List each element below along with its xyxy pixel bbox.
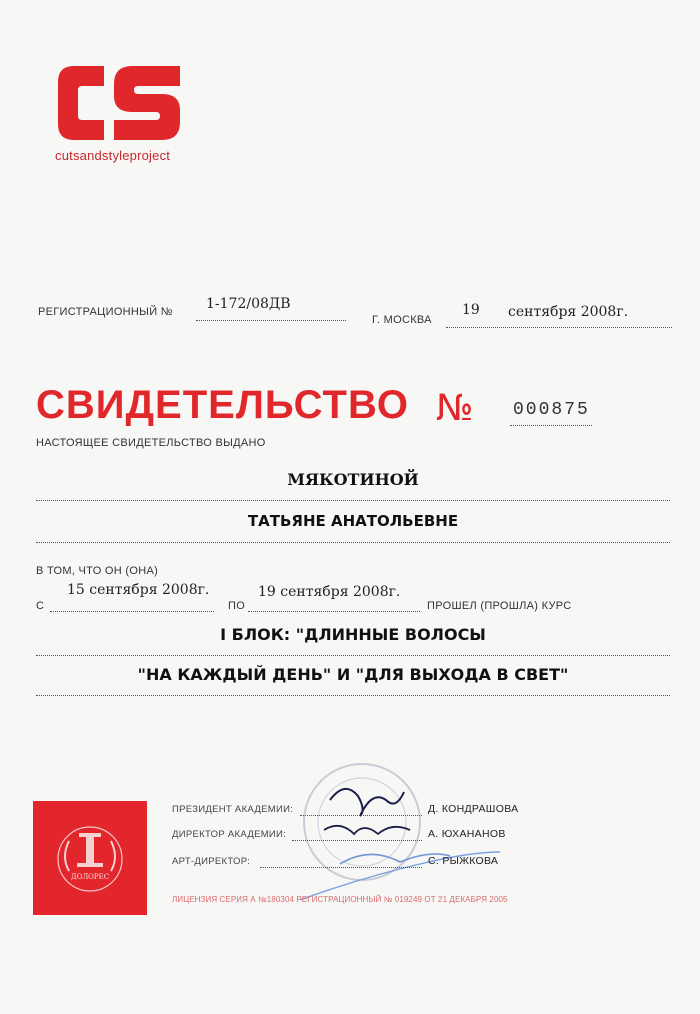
- reg-number: 1-172/08ДВ: [206, 296, 291, 312]
- sig-name-art-director: С. РЫЖКОВА: [428, 855, 499, 867]
- sig-role-director: ДИРЕКТОР АКАДЕМИИ:: [172, 829, 287, 840]
- sig-role-president: ПРЕЗИДЕНТ АКАДЕМИИ:: [172, 804, 294, 815]
- that-label: В ТОМ, ЧТО ОН (ОНА): [36, 565, 159, 577]
- sig-dots-director: [292, 840, 422, 841]
- course-1-dots: [36, 655, 670, 656]
- logo-caption: cutsandstyleproject: [55, 148, 171, 163]
- course-line-1: I БЛОК: "ДЛИННЫЕ ВОЛОСЫ: [220, 625, 486, 644]
- date-dots: [446, 327, 672, 328]
- number-sign: №: [436, 388, 474, 429]
- sig-name-director: А. ЮХАНАНОВ: [428, 828, 506, 840]
- certificate-number: 000875: [513, 400, 590, 420]
- date-month-year: сентября 2008г.: [508, 304, 629, 320]
- academy-emblem: [33, 801, 147, 915]
- to-dots: [248, 611, 420, 612]
- from-date: 15 сентября 2008г.: [67, 582, 210, 598]
- from-label: С: [36, 600, 45, 612]
- certificate-title: СВИДЕТЕЛЬСТВО: [36, 383, 409, 427]
- reg-dots: [196, 320, 346, 321]
- to-date: 19 сентября 2008г.: [258, 584, 401, 600]
- emblem-text: ДОЛОРЕС: [70, 873, 110, 881]
- passed-label: ПРОШЕЛ (ПРОШЛА) КУРС: [427, 600, 572, 612]
- from-dots: [50, 611, 214, 612]
- sig-dots-president: [300, 815, 422, 816]
- city-label: Г. МОСКВА: [372, 314, 432, 326]
- sig-role-art-director: АРТ-ДИРЕКТОР:: [172, 856, 251, 867]
- course-line-2: "НА КАЖДЫЙ ДЕНЬ" И "ДЛЯ ВЫХОДА В СВЕТ": [137, 665, 569, 684]
- sig-dots-art-director: [260, 867, 422, 868]
- course-2-dots: [36, 695, 670, 696]
- given-names-dots: [36, 542, 670, 543]
- license-line: ЛИЦЕНЗИЯ СЕРИЯ А №180304 РЕГИСТРАЦИОННЫЙ № 019249 ОТ 21 ДЕКАБРЯ 2005: [172, 895, 508, 904]
- to-label: ПО: [228, 600, 246, 612]
- reg-label: РЕГИСТРАЦИОННЫЙ №: [38, 306, 173, 318]
- recipient-surname: МЯКОТИНОЙ: [287, 470, 419, 489]
- date-day: 19: [462, 302, 480, 318]
- number-dots: [510, 425, 592, 426]
- cs-logo-icon: [52, 58, 186, 148]
- surname-dots: [36, 500, 670, 501]
- issued-to-label: НАСТОЯЩЕЕ СВИДЕТЕЛЬСТВО ВЫДАНО: [36, 437, 266, 449]
- sig-name-president: Д. КОНДРАШОВА: [428, 803, 519, 815]
- recipient-given-names: ТАТЬЯНЕ АНАТОЛЬЕВНЕ: [247, 512, 459, 530]
- laurel-emblem-icon: [33, 801, 147, 915]
